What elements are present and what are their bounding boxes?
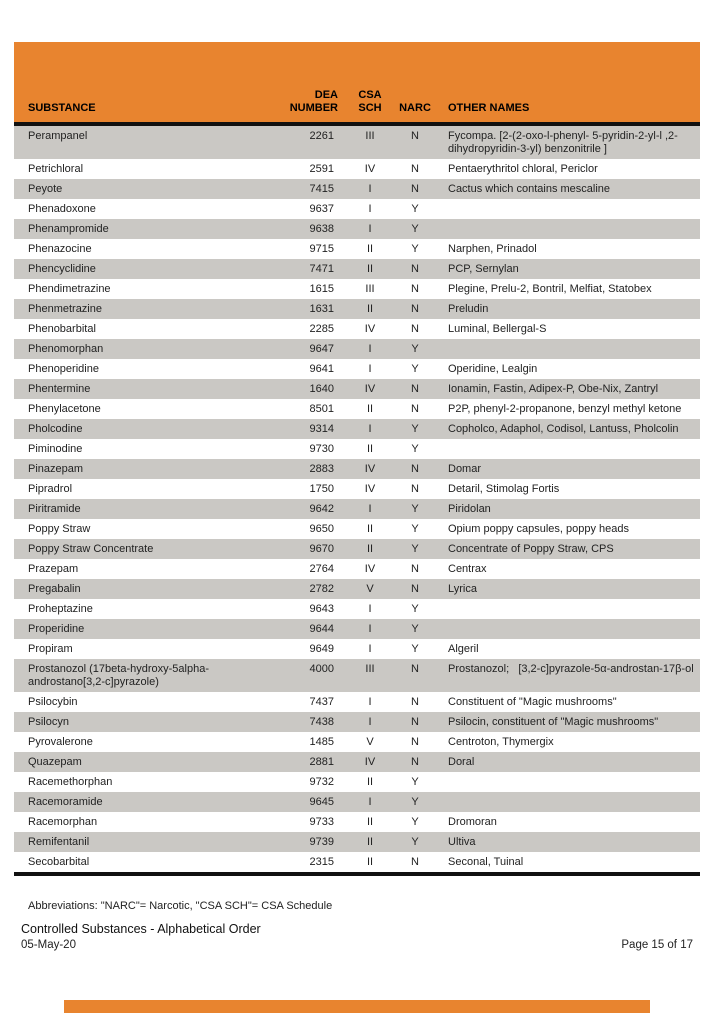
cell-substance: Phencyclidine [28, 263, 96, 275]
cell-dea: 2315 [309, 856, 334, 868]
cell-csa: III [365, 130, 375, 142]
cell-dea: 1631 [309, 303, 334, 315]
cell-narc: Y [411, 343, 419, 355]
cell-csa: II [366, 856, 374, 868]
header-other-names: OTHER NAMES [434, 42, 700, 124]
table-row [14, 439, 700, 459]
cell-csa: I [368, 796, 372, 808]
cell-other: Preludin [448, 303, 489, 315]
cell-csa: I [368, 623, 372, 635]
cell-dea: 2883 [309, 463, 334, 475]
cell-dea: 9730 [309, 443, 334, 455]
table-row [14, 419, 700, 439]
cell-csa: III [365, 663, 375, 675]
table-row [14, 499, 700, 519]
cell-dea: 2782 [309, 583, 334, 595]
cell-dea: 2285 [309, 323, 334, 335]
cell-csa: I [368, 696, 372, 708]
cell-dea: 1615 [309, 283, 334, 295]
cell-dea: 9649 [309, 643, 334, 655]
cell-dea: 2764 [309, 563, 334, 575]
cell-csa: II [366, 263, 374, 275]
cell-other: Plegine, Prelu-2, Bontril, Melfiat, Statobex [448, 283, 652, 295]
cell-dea: 7438 [309, 716, 334, 728]
cell-narc: Y [411, 243, 419, 255]
cell-substance: Pinazepam [28, 463, 84, 475]
cell-other: Prostanozol; [3,2-c]pyrazole-5α-androstan-17β-ol [448, 663, 694, 675]
cell-other: Ultiva [448, 836, 476, 848]
cell-dea: 9715 [309, 243, 334, 255]
table-row [14, 832, 700, 852]
table-row [14, 299, 700, 319]
table-row [14, 319, 700, 339]
cell-csa: IV [364, 163, 376, 175]
cell-substance: Phenadoxone [28, 203, 96, 215]
table-row [14, 124, 700, 159]
cell-dea: 7471 [309, 263, 334, 275]
cell-dea: 9645 [309, 796, 334, 808]
table-row [14, 459, 700, 479]
table-row [14, 219, 700, 239]
cell-narc: Y [411, 796, 419, 808]
cell-substance: Perampanel [28, 130, 88, 142]
header-narcotic: NARC [396, 42, 434, 124]
table-header [14, 42, 700, 124]
cell-other: Cactus which contains mescaline [448, 183, 611, 195]
table-row [14, 792, 700, 812]
cell-substance: Phenazocine [28, 243, 92, 255]
cell-other [434, 792, 700, 812]
cell-other: Copholco, Adaphol, Codisol, Lantuss, Pholcolin [448, 423, 679, 435]
cell-substance: Piritramide [28, 503, 81, 515]
table-row [14, 659, 700, 692]
cell-csa: I [368, 363, 372, 375]
cell-substance: Racemorphan [28, 816, 98, 828]
cell-csa: II [366, 776, 374, 788]
cell-substance: Phenomorphan [28, 343, 104, 355]
cell-narc: Y [411, 643, 419, 655]
cell-csa: III [365, 283, 375, 295]
cell-dea: 9314 [309, 423, 334, 435]
page-number: Page 15 of 17 [621, 939, 693, 951]
cell-csa: IV [364, 483, 376, 495]
table-row [14, 159, 700, 179]
cell-dea: 2261 [309, 130, 334, 142]
cell-other: Ionamin, Fastin, Adipex-P, Obe-Nix, Zantryl [448, 383, 659, 395]
table-row [14, 199, 700, 219]
table-row [14, 852, 700, 874]
cell-narc: N [411, 483, 419, 495]
cell-substance: Pregabalin [28, 583, 81, 595]
header-dea-number: DEA NUMBER [280, 42, 344, 124]
table-row [14, 599, 700, 619]
substances-table-wrap [14, 42, 700, 876]
cell-other: Centrax [448, 563, 487, 575]
cell-narc: N [411, 463, 419, 475]
cell-csa: IV [364, 463, 376, 475]
cell-other: Fycompa. [2-(2-oxo-l-phenyl- 5-pyridin-2-yl-l ,2-dihydropyridin-3-yl) benzonitrile ] [448, 130, 678, 155]
table-row [14, 479, 700, 499]
cell-dea: 8501 [309, 403, 334, 415]
cell-narc: N [411, 303, 419, 315]
cell-csa: I [368, 343, 372, 355]
cell-substance: Racemoramide [28, 796, 103, 808]
cell-csa: V [366, 583, 374, 595]
cell-substance: Phenylacetone [28, 403, 101, 415]
table-row [14, 179, 700, 199]
cell-narc: Y [411, 776, 419, 788]
cell-csa: II [366, 303, 374, 315]
cell-narc: Y [411, 223, 419, 235]
cell-csa: I [368, 503, 372, 515]
cell-substance: Poppy Straw [28, 523, 91, 535]
cell-csa: II [366, 836, 374, 848]
cell-dea: 9647 [309, 343, 334, 355]
cell-dea: 9644 [309, 623, 334, 635]
table-row [14, 712, 700, 732]
cell-other: Centroton, Thymergix [448, 736, 554, 748]
table-row [14, 339, 700, 359]
cell-dea: 1640 [309, 383, 334, 395]
cell-dea: 1750 [309, 483, 334, 495]
cell-substance: Phenampromide [28, 223, 109, 235]
table-row [14, 559, 700, 579]
cell-narc: N [411, 383, 419, 395]
abbreviations-note: Abbreviations: "NARC"= Narcotic, "CSA SCH"= CSA Schedule [28, 900, 333, 912]
cell-substance: Propiram [28, 643, 73, 655]
cell-other [434, 219, 700, 239]
cell-narc: Y [411, 543, 419, 555]
cell-narc: Y [411, 443, 419, 455]
cell-substance: Prostanozol (17beta-hydroxy-5alpha-androstano[3,2-c]pyrazole) [28, 663, 209, 688]
cell-narc: N [411, 403, 419, 415]
cell-csa: I [368, 183, 372, 195]
cell-other: Dromoran [448, 816, 497, 828]
bottom-orange-bar [64, 1000, 650, 1013]
cell-narc: Y [411, 423, 419, 435]
table-row [14, 639, 700, 659]
cell-narc: N [411, 696, 419, 708]
cell-narc: N [411, 856, 419, 868]
cell-other: Luminal, Bellergal-S [448, 323, 547, 335]
cell-dea: 9637 [309, 203, 334, 215]
cell-csa: I [368, 423, 372, 435]
table-row [14, 579, 700, 599]
cell-narc: N [411, 263, 419, 275]
table-row [14, 752, 700, 772]
cell-dea: 9650 [309, 523, 334, 535]
cell-narc: Y [411, 623, 419, 635]
cell-narc: N [411, 716, 419, 728]
cell-other [434, 599, 700, 619]
cell-dea: 4000 [309, 663, 334, 675]
cell-dea: 9642 [309, 503, 334, 515]
cell-other: Seconal, Tuinal [448, 856, 524, 868]
cell-substance: Properidine [28, 623, 85, 635]
cell-other: Piridolan [448, 503, 491, 515]
cell-narc: Y [411, 603, 419, 615]
cell-dea: 9733 [309, 816, 334, 828]
cell-csa: II [366, 543, 374, 555]
header-substance: SUBSTANCE [14, 42, 280, 124]
cell-substance: Peyote [28, 183, 63, 195]
table-row [14, 732, 700, 752]
cell-substance: Secobarbital [28, 856, 90, 868]
table-header-row [14, 42, 700, 124]
cell-narc: Y [411, 836, 419, 848]
cell-other: Domar [448, 463, 482, 475]
cell-narc: Y [411, 203, 419, 215]
table-row [14, 399, 700, 419]
cell-narc: N [411, 163, 419, 175]
cell-substance: Phendimetrazine [28, 283, 111, 295]
cell-narc: Y [411, 816, 419, 828]
cell-narc: N [411, 663, 419, 675]
cell-other [434, 199, 700, 219]
cell-narc: N [411, 583, 419, 595]
cell-substance: Piminodine [28, 443, 83, 455]
cell-substance: Pholcodine [28, 423, 83, 435]
document-title: Controlled Substances - Alphabetical Order [21, 922, 261, 936]
cell-csa: II [366, 443, 374, 455]
cell-substance: Racemethorphan [28, 776, 113, 788]
table-row [14, 539, 700, 559]
cell-dea: 9739 [309, 836, 334, 848]
table-row [14, 259, 700, 279]
cell-narc: N [411, 756, 419, 768]
cell-substance: Phenoperidine [28, 363, 99, 375]
table-row [14, 379, 700, 399]
cell-csa: IV [364, 756, 376, 768]
cell-dea: 7437 [309, 696, 334, 708]
cell-narc: N [411, 323, 419, 335]
cell-csa: I [368, 203, 372, 215]
cell-other: P2P, phenyl-2-propanone, benzyl methyl ketone [448, 403, 682, 415]
cell-dea: 9670 [309, 543, 334, 555]
cell-other: PCP, Sernylan [448, 263, 519, 275]
table-row [14, 772, 700, 792]
cell-substance: Remifentanil [28, 836, 90, 848]
table-row [14, 692, 700, 712]
cell-dea: 7415 [309, 183, 334, 195]
table-row [14, 279, 700, 299]
footer-line [21, 939, 693, 951]
cell-other: Lyrica [448, 583, 477, 595]
table-row [14, 619, 700, 639]
cell-csa: II [366, 523, 374, 535]
cell-substance: Phenobarbital [28, 323, 96, 335]
cell-dea: 1485 [309, 736, 334, 748]
cell-substance: Petrichloral [28, 163, 84, 175]
cell-substance: Phentermine [28, 383, 91, 395]
cell-other: Psilocin, constituent of "Magic mushrooms" [448, 716, 659, 728]
cell-dea: 2591 [309, 163, 334, 175]
cell-dea: 9638 [309, 223, 334, 235]
cell-narc: N [411, 283, 419, 295]
cell-narc: N [411, 183, 419, 195]
cell-narc: N [411, 563, 419, 575]
cell-dea: 9641 [309, 363, 334, 375]
cell-substance: Phenmetrazine [28, 303, 102, 315]
cell-other: Constituent of "Magic mushrooms" [448, 696, 617, 708]
cell-narc: N [411, 130, 419, 142]
cell-csa: II [366, 403, 374, 415]
cell-dea: 2881 [309, 756, 334, 768]
cell-csa: I [368, 716, 372, 728]
cell-other: Algeril [448, 643, 479, 655]
cell-other: Concentrate of Poppy Straw, CPS [448, 543, 614, 555]
cell-csa: I [368, 223, 372, 235]
cell-substance: Pipradrol [28, 483, 73, 495]
cell-other [434, 619, 700, 639]
cell-csa: IV [364, 563, 376, 575]
table-row [14, 239, 700, 259]
cell-narc: N [411, 736, 419, 748]
cell-narc: Y [411, 523, 419, 535]
table-row [14, 359, 700, 379]
cell-other [434, 439, 700, 459]
cell-csa: II [366, 816, 374, 828]
cell-substance: Pyrovalerone [28, 736, 93, 748]
header-csa-schedule: CSA SCH [344, 42, 396, 124]
cell-csa: I [368, 643, 372, 655]
substances-table [14, 42, 700, 876]
cell-substance: Prazepam [28, 563, 79, 575]
cell-substance: Psilocyn [28, 716, 69, 728]
cell-other [434, 772, 700, 792]
table-body [14, 124, 700, 874]
cell-dea: 9643 [309, 603, 334, 615]
cell-narc: Y [411, 503, 419, 515]
cell-substance: Quazepam [28, 756, 82, 768]
document-date: 05-May-20 [21, 939, 76, 951]
cell-csa: IV [364, 323, 376, 335]
cell-csa: I [368, 603, 372, 615]
cell-csa: V [366, 736, 374, 748]
cell-other [434, 339, 700, 359]
cell-csa: IV [364, 383, 376, 395]
cell-substance: Proheptazine [28, 603, 93, 615]
cell-dea: 9732 [309, 776, 334, 788]
cell-substance: Psilocybin [28, 696, 78, 708]
cell-other: Detaril, Stimolag Fortis [448, 483, 560, 495]
cell-other: Narphen, Prinadol [448, 243, 537, 255]
table-row [14, 812, 700, 832]
table-row [14, 519, 700, 539]
cell-other: Pentaerythritol chloral, Periclor [448, 163, 598, 175]
cell-other: Operidine, Lealgin [448, 363, 538, 375]
cell-csa: II [366, 243, 374, 255]
cell-other: Opium poppy capsules, poppy heads [448, 523, 630, 535]
cell-substance: Poppy Straw Concentrate [28, 543, 154, 555]
cell-other: Doral [448, 756, 475, 768]
cell-narc: Y [411, 363, 419, 375]
